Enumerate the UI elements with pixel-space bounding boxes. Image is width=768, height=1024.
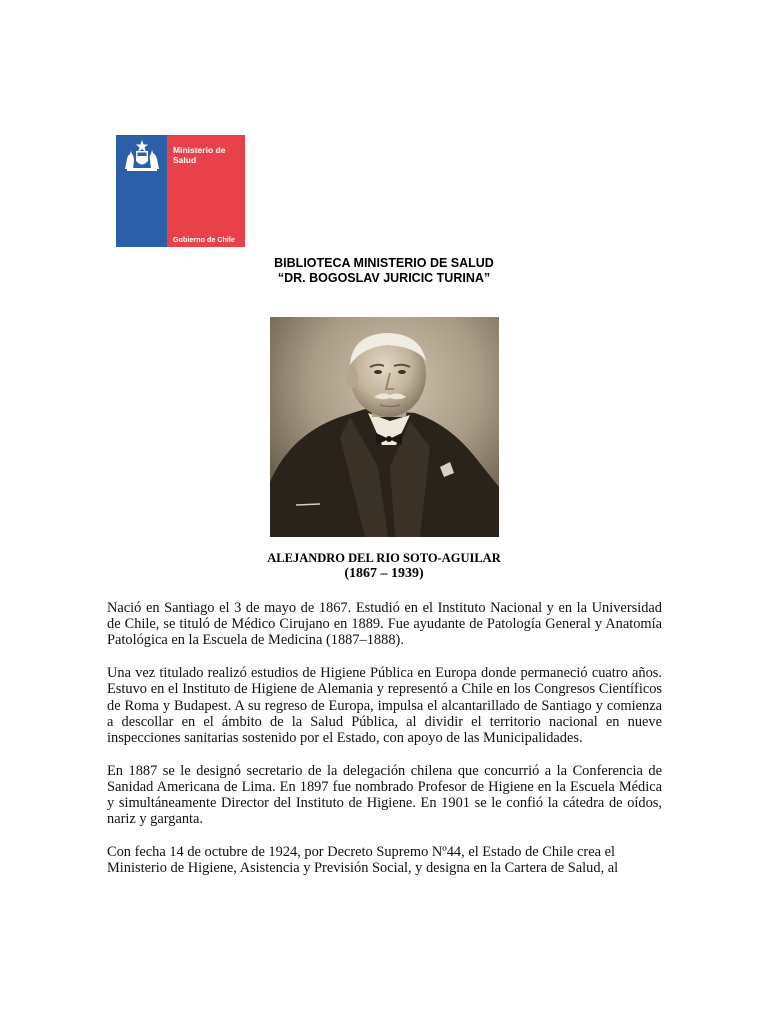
coat-of-arms-icon xyxy=(121,139,163,173)
portrait-illustration xyxy=(270,317,499,537)
logo-ministry-text: Ministerio de Salud xyxy=(173,145,226,165)
paragraph: Con fecha 14 de octubre de 1924, por Decreto Supremo Nº44, el Estado de Chile crea el Ministerio de Higiene, Asistencia y Previsión Social, y designa en la Cartera de Salud, al xyxy=(107,843,619,877)
library-name: BIBLIOTECA MINISTERIO DE SALUD xyxy=(274,256,494,270)
paragraph: Nació en Santiago el 3 de mayo de 1867. Estudió en el Instituto Nacional y en la Universidad de Chile, se tituló de Médico Cirujano en 1889. Fue ayudante de Patología General y Anatomía Patológica en la Escuela de Medicina (1887–1888). xyxy=(107,600,662,649)
paragraph: Una vez titulado realizó estudios de Higiene Pública en Europa donde permaneció cuatro años. Estuvo en el Instituto de Higiene de Alemania y representó a Chile en los Congresos Científicos de Roma y Budapest. A su regreso de Europa, impulsa el alcantarillado de Santiago y comienza a descollar en el ámbito de la Salud Pública, al dividir el territorio nacional en nueve inspecciones sanitarias sostenido por el Estado, con apoyo de las Municipalidades. xyxy=(107,665,662,746)
library-dedication: “DR. BOGOSLAV JURICIC TURINA” xyxy=(277,271,491,285)
person-years: (1867 – 1939) xyxy=(344,566,424,581)
person-name: ALEJANDRO DEL RIO SOTO-AGUILAR xyxy=(267,551,501,565)
logo-government-text: Gobierno de Chile xyxy=(173,235,235,244)
biography-text xyxy=(107,600,662,893)
portrait-photo xyxy=(270,317,499,537)
library-heading xyxy=(0,256,768,286)
logo-red-panel xyxy=(167,135,245,247)
logo-blue-panel xyxy=(116,135,167,247)
paragraph: En 1887 se le designó secretario de la delegación chilena que concurrió a la Conferencia de Sanidad Americana de Lima. En 1897 fue nombrado Profesor de Higiene en la Escuela Médica y simultáneamente Director del Instituto de Higiene. En 1901 se le confió la cátedra de oídos, nariz y garganta. xyxy=(107,762,662,828)
ministry-logo xyxy=(116,135,245,247)
